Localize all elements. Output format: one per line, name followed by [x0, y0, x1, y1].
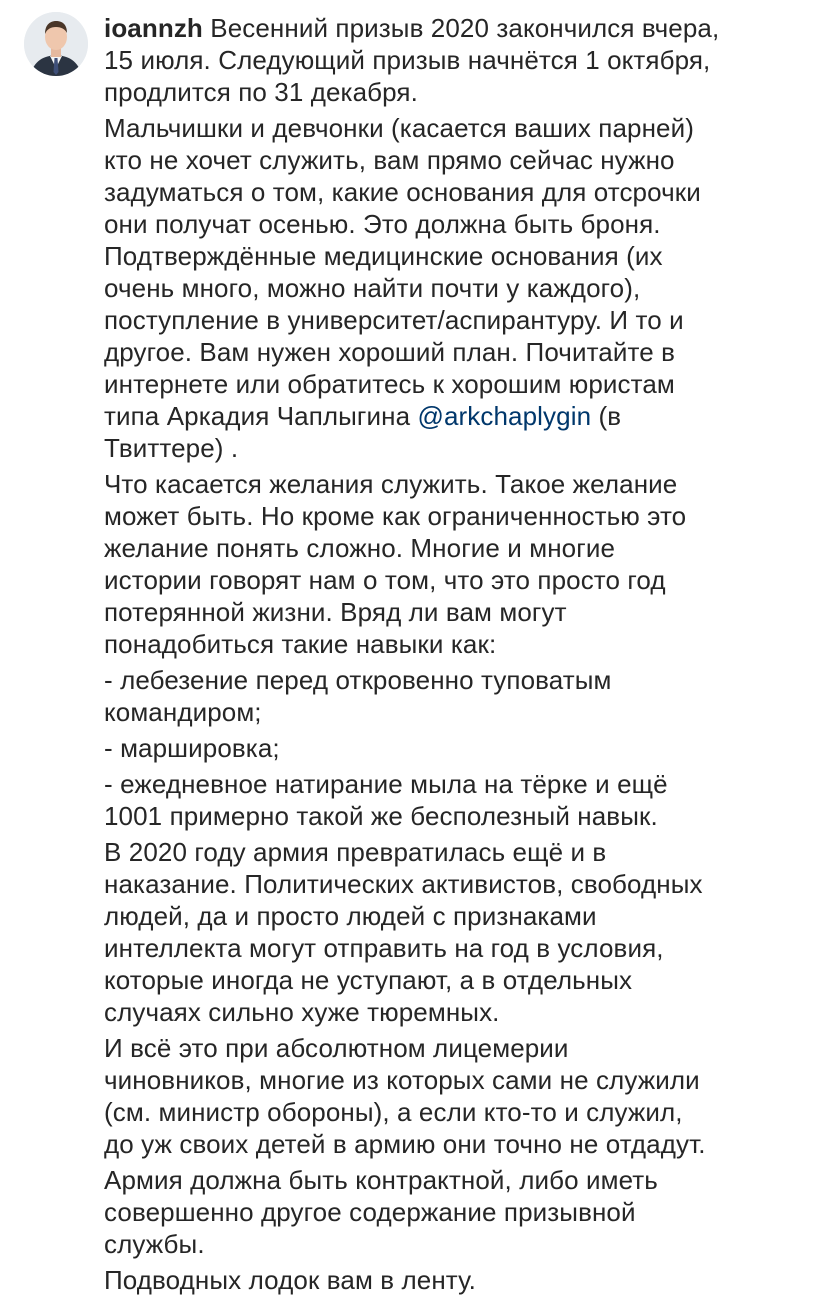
profile-photo-icon [24, 12, 88, 76]
caption-bullet-item: - лебезение перед откровенно туповатым командиром; [104, 665, 612, 727]
caption-bullet-item: - маршировка; [104, 733, 280, 763]
caption-paragraph-deferral-text: Мальчишки и девчонки (касается ваших парней) кто не хочет служить, вам прямо сейчас нужно задуматься о том, какие основания для отсрочки они получат осенью. Это должна быть броня. Подтверждённые медицинские основания (их очень много, можно найти почти у каждого), поступление в университет/аспирантуру. И то и другое. Вам нужен хороший план. Почитайте в интернете или обратитесь к хорошим юристам типа Аркадия Чаплыгина [104, 113, 701, 431]
caption-paragraph-intro [104, 12, 804, 108]
caption-text [104, 12, 804, 1300]
caption-paragraph-closing: Подводных лодок вам в ленту. [104, 1265, 476, 1295]
avatar[interactable] [24, 12, 88, 76]
caption-paragraph-contract: Армия должна быть контрактной, либо иметь совершенно другое содержание призывной службы. [104, 1165, 658, 1259]
mention-link[interactable]: @arkchaplygin [417, 401, 592, 431]
caption-bullet-item: - ежедневное натирание мыла на тёрке и ещё 1001 примерно такой же бесполезный навык. [104, 769, 668, 831]
caption-paragraph-hypocrisy: И всё это при абсолютном лицемерии чиновников, многие из которых сами не служили (см. министр обороны), а если кто-то и служил, до уж своих детей в армию они точно не отдадут. [104, 1033, 706, 1159]
caption-paragraph-punishment: В 2020 году армия превратилась ещё и в наказание. Политических активистов, свободных людей, да и просто людей с признаками интеллекта могут отправить на год в условия, которые иногда не уступают, а в отдельных случаях сильно хуже тюремных. [104, 837, 703, 1027]
username-link[interactable]: ioannzh [104, 13, 203, 43]
caption-first-line: Весенний призыв 2020 закончился вчера, 15 июля. Следующий призыв начнётся 1 октября, продлится по 31 декабря. [104, 13, 720, 107]
caption-paragraph-deferral [104, 112, 804, 464]
caption-paragraph-deferral-tail: (в Твиттере) . [104, 401, 622, 463]
caption-paragraph-desire: Что касается желания служить. Такое желание может быть. Но кроме как ограниченностью это желание понять сложно. Многие и многие истории говорят нам о том, что это просто год потерянной жизни. Вряд ли вам могут понадобиться такие навыки как: [104, 469, 687, 659]
